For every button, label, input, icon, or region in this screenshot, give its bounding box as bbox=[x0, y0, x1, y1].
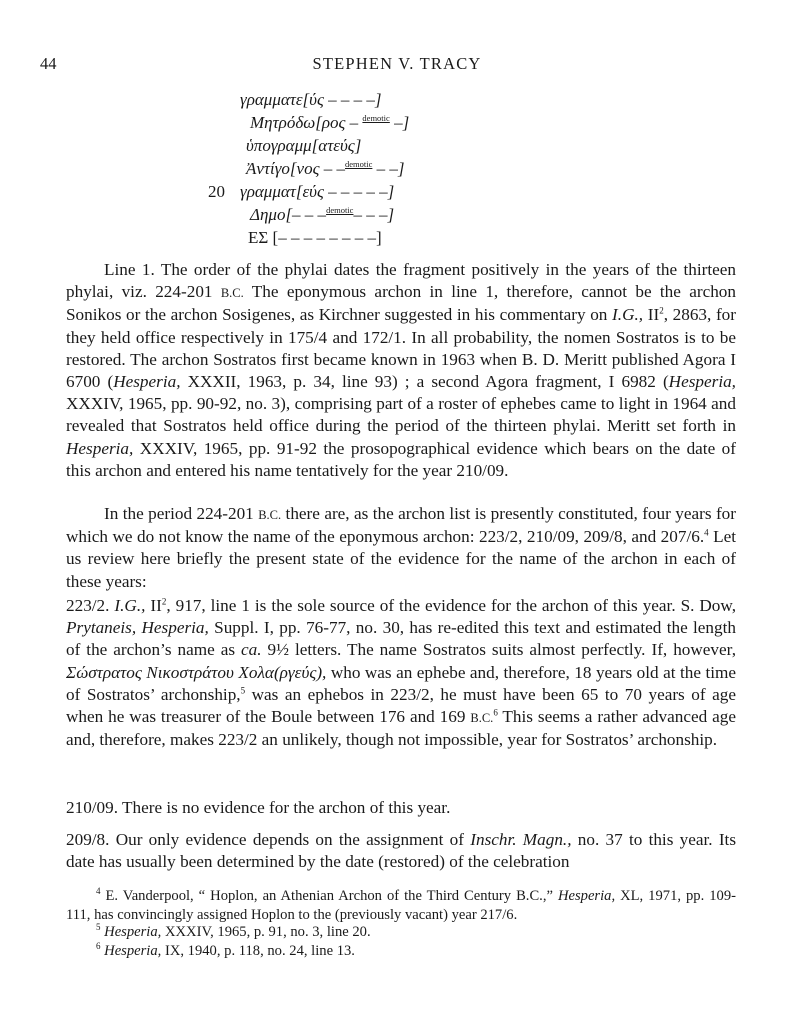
inscription-text: ΕΣ [– – – – – – – –] bbox=[248, 228, 382, 247]
inscription-text: Δημο[– – –$^{demotic}$– – –] bbox=[250, 205, 395, 224]
demotic-label: demotic bbox=[326, 205, 354, 215]
footnote-5: $^5$ Hesperia, XXXIV, 1965, p. 91, no. 3, line 20. bbox=[96, 922, 371, 940]
footnote-6: $^6$ Hesperia, IX, 1940, p. 118, no. 24, line 13. bbox=[96, 941, 355, 959]
line-number: 20 bbox=[208, 182, 225, 201]
inscription-line bbox=[208, 113, 508, 136]
paragraph-period-overview: In the period 224-201 B.C. there are, as the archon list is presently constituted, four years for which we do not know the name of the eponymous archon: 223/2, 210/09, 209/8, and 207/6.$^4$ Let us review here briefly the present state of the evidence for the name of the archon in each of these years: bbox=[66, 504, 737, 591]
inscription-text: ὑπογραμμ[ατεύς] bbox=[246, 136, 362, 155]
inscription-line bbox=[208, 205, 508, 228]
running-head-author: STEPHEN V. TRACY bbox=[312, 54, 482, 73]
inscription-text: Μητρόδω[ρος – $^{demotic}$ –] bbox=[250, 113, 410, 132]
page-number: 44 bbox=[40, 54, 57, 73]
paragraph-line-1-commentary: Line 1. The order of the phylai dates the fragment positively in the years of the thirteen phylai, viz. 224-201 B.C. The eponymous archon in line 1, therefore, cannot be the archon Sonikos or the archon Sosigenes, as Kirchner suggested in his commentary on I.G., $II^2$, 2863, for they held office respectively in 175/4 and 172/1. In all probability, the nomen Sostratos is to be restored. The archon Sostratos first became known in 1963 when B. D. Meritt published Agora I 6700 (Hesperia, XXXII, 1963, p. 34, line 93) ; a second Agora fragment, I 6982 (Hesperia, XXXIV, 1965, pp. 90-92, no. 3), comprising part of a roster of ephebes came to light in 1964 and revealed that Sostratos held office during the period of the thirteen phylai. Meritt set forth in Hesperia, XXXIV, 1965, pp. 91-92 the prosopographical evidence which bears on the date of this archon and entered his name tentatively for the year 210/09. bbox=[66, 260, 736, 480]
section-209-8: 209/8. Our only evidence depends on the assignment of Inschr. Magn., no. 37 to this year. Its date has usually been determined by the date (restored) of the celebration bbox=[66, 830, 737, 872]
demotic-label: demotic bbox=[345, 159, 373, 169]
inscription-line bbox=[208, 159, 508, 182]
inscription-line bbox=[208, 90, 508, 113]
footnote-4: $^4$ E. Vanderpool, “ Hoplon, an Athenian Archon of the Third Century B.C.,” Hesperia, XL, 1971, pp. 109-111, has convincingly assigned Hoplon to the (previously vacant) year 217/6. bbox=[66, 886, 736, 923]
section-210-09: 210/09. There is no evidence for the archon of this year. bbox=[66, 798, 451, 817]
inscription-text: γραμματ[εύς – – – – –] bbox=[240, 182, 395, 201]
inscription-block bbox=[208, 90, 508, 251]
inscription-line bbox=[208, 228, 508, 251]
demotic-label: demotic bbox=[362, 113, 390, 123]
inscription-line bbox=[208, 136, 508, 159]
inscription-line bbox=[208, 182, 508, 205]
inscription-text: Ἀντίγο[νος – –$^{demotic}$ – –] bbox=[246, 159, 405, 178]
section-223-2: 223/2. I.G., $II^2$, 917, line 1 is the sole source of the evidence for the archon of this year. S. Dow, Prytaneis, Hesperia, Suppl. I, pp. 76-77, no. 30, has re-edited this text and estimated the length of the archon’s name as ca. 9½ letters. The name Sostratos suits almost perfectly. If, however, Σώστρατος Νικοστράτου Χολα(ργεύς), who was an ephebe and, therefore, 18 years old at the time of Sostratos’ archonship,$^5$ was an ephebos in 223/2, he must have been 65 to 70 years of age when he was treasurer of the Boule between 176 and 169 B.C.$^6$ This seems a rather advanced age and, therefore, makes 223/2 an unlikely, though not impossible, year for Sostratos’ archonship. bbox=[66, 596, 736, 750]
inscription-text: γραμματε[ύς – – – –] bbox=[240, 90, 382, 109]
running-header bbox=[40, 54, 754, 76]
